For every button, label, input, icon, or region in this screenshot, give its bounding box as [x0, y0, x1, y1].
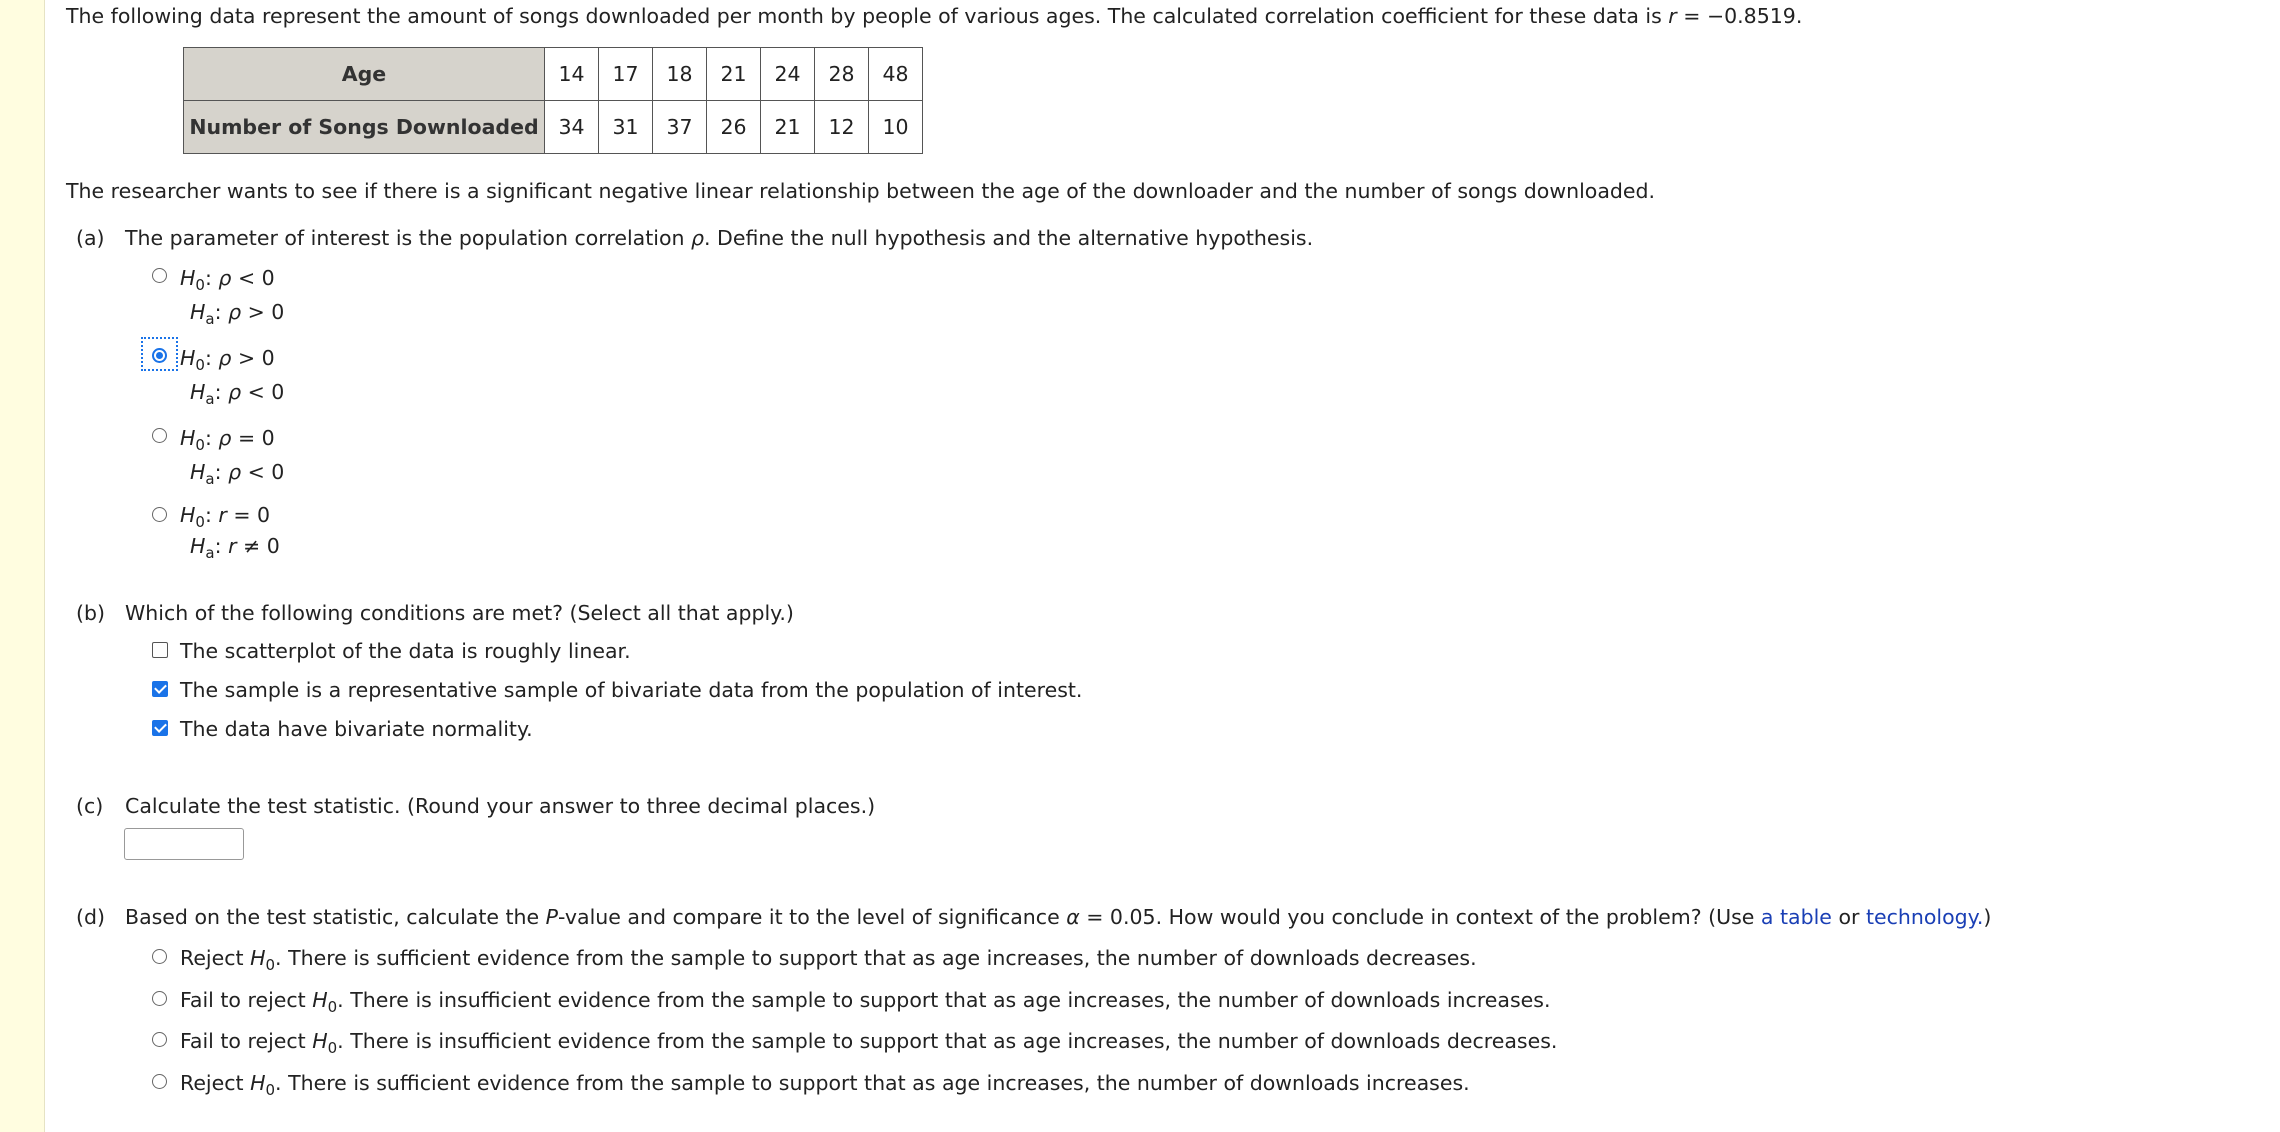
songs-cell: 31 — [599, 101, 653, 154]
conclusion-option-1-label[interactable]: Reject $H_0$. There is sufficient evidence from the sample to support that as age increases, the number of downloads decreases. — [180, 946, 1477, 974]
part-b-question: Which of the following conditions are met? (Select all that apply.) — [125, 601, 794, 625]
age-cell: 48 — [869, 48, 923, 101]
conclusion-option-3-radio[interactable] — [152, 1032, 167, 1047]
hypothesis-option-1-radio[interactable] — [152, 268, 167, 283]
condition-normality-checkbox[interactable] — [152, 720, 168, 736]
condition-representative-checkbox[interactable] — [152, 681, 168, 697]
hypothesis-option-3-h0[interactable]: $H_0$: ρ = 0 — [180, 426, 275, 454]
part-d-label: (d) — [76, 905, 106, 929]
condition-linear-checkbox[interactable] — [152, 642, 168, 658]
conclusion-option-4-radio[interactable] — [152, 1074, 167, 1089]
age-cell: 14 — [545, 48, 599, 101]
hypothesis-option-4-h0[interactable]: $H_0$: r = 0 — [180, 503, 271, 531]
conclusion-option-3-label[interactable]: Fail to reject $H_0$. There is insufficient evidence from the sample to support that as age increases, the number of downloads decreases. — [180, 1029, 1558, 1057]
songs-header: Number of Songs Downloaded — [184, 101, 545, 154]
test-statistic-input[interactable] — [124, 828, 244, 860]
songs-cell: 34 — [545, 101, 599, 154]
songs-row — [184, 101, 923, 154]
part-a-question: The parameter of interest is the population correlation ρ. Define the null hypothesis and the alternative hypothesis. — [125, 226, 1314, 250]
hypothesis-option-2-h0[interactable]: $H_0$: ρ > 0 — [180, 346, 275, 374]
conclusion-option-2-radio[interactable] — [152, 991, 167, 1006]
songs-cell: 21 — [761, 101, 815, 154]
condition-normality-label[interactable]: The data have bivariate normality. — [180, 717, 533, 741]
hypothesis-option-3-ha: $H_a$: ρ < 0 — [190, 460, 285, 488]
hypothesis-option-1-h0[interactable]: $H_0$: ρ < 0 — [180, 266, 275, 294]
age-cell: 18 — [653, 48, 707, 101]
table-link[interactable]: a table — [1760, 905, 1832, 929]
conclusion-option-4-label[interactable]: Reject $H_0$. There is sufficient evidence from the sample to support that as age increases, the number of downloads increases. — [180, 1071, 1470, 1099]
hypothesis-option-3-radio[interactable] — [152, 428, 167, 443]
intro-text: The following data represent the amount of songs downloaded per month by people of various ages. The calculated correlation coefficient for these data is r = −0.8519. — [66, 4, 1803, 28]
hypothesis-option-2-ha: $H_a$: ρ < 0 — [190, 380, 285, 408]
conclusion-option-1-radio[interactable] — [152, 949, 167, 964]
part-c-label: (c) — [76, 794, 104, 818]
condition-linear-label[interactable]: The scatterplot of the data is roughly linear. — [180, 639, 631, 663]
age-cell: 28 — [815, 48, 869, 101]
hypothesis-option-1-ha: $H_a$: ρ > 0 — [190, 300, 285, 328]
data-table — [183, 47, 923, 154]
age-row — [184, 48, 923, 101]
hypothesis-option-4-radio[interactable] — [152, 507, 167, 522]
songs-cell: 37 — [653, 101, 707, 154]
technology-link[interactable]: technology. — [1865, 905, 1984, 929]
researcher-text: The researcher wants to see if there is a significant negative linear relationship between the age of the downloader and the number of songs downloaded. — [66, 179, 1656, 203]
condition-representative-label[interactable]: The sample is a representative sample of bivariate data from the population of interest. — [180, 678, 1083, 702]
age-cell: 17 — [599, 48, 653, 101]
hypothesis-option-4-ha: $H_a$: r ≠ 0 — [190, 534, 280, 562]
songs-cell: 26 — [707, 101, 761, 154]
part-a-label: (a) — [76, 226, 105, 250]
left-rail — [0, 0, 45, 1132]
part-b-label: (b) — [76, 601, 106, 625]
conclusion-option-2-label[interactable]: Fail to reject $H_0$. There is insufficient evidence from the sample to support that as age increases, the number of downloads increases. — [180, 988, 1551, 1016]
songs-cell: 10 — [869, 101, 923, 154]
hypothesis-option-2-radio[interactable] — [152, 348, 167, 363]
age-cell: 24 — [761, 48, 815, 101]
age-header: Age — [184, 48, 545, 101]
part-d-question: Based on the test statistic, calculate the P-value and compare it to the level of significance α = 0.05. How would you conclude in context of the problem? (Use a table or technology.) — [125, 905, 1992, 929]
songs-cell: 12 — [815, 101, 869, 154]
age-cell: 21 — [707, 48, 761, 101]
part-c-question: Calculate the test statistic. (Round your answer to three decimal places.) — [125, 794, 876, 818]
